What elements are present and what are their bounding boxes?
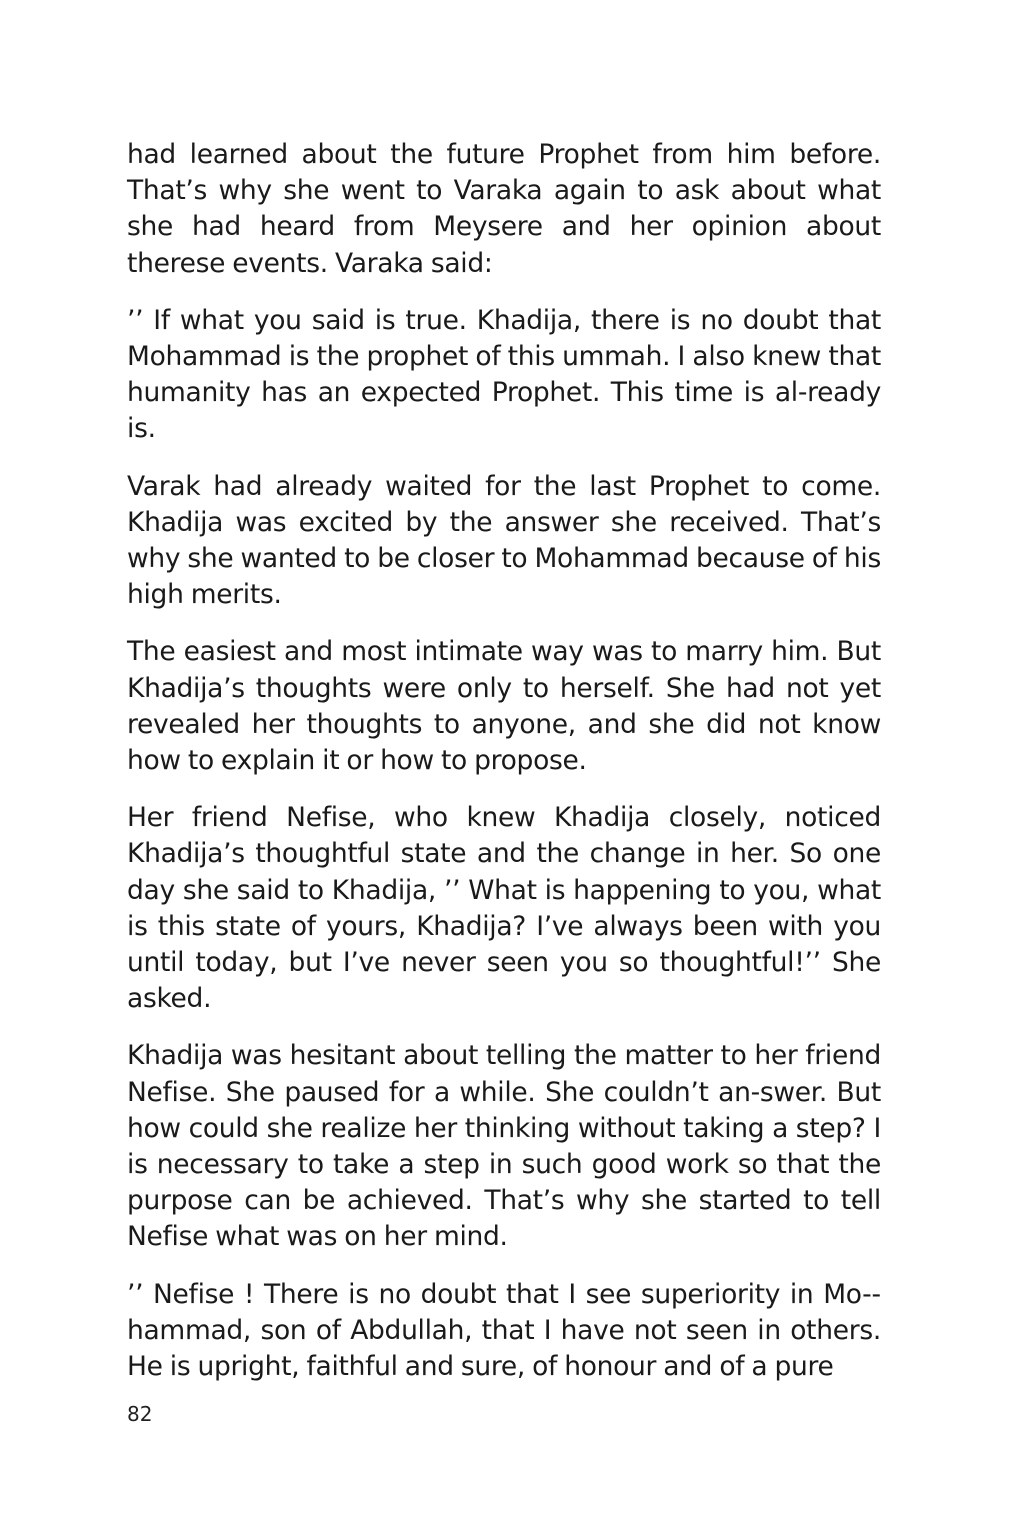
- paragraph-2: ’’ If what you said is true. Khadija, there is no doubt that Mohammad is the prophet of this ummah. I also knew that humanity has an expected Prophet. This time is al-ready is.: [127, 304, 881, 445]
- paragraph-7: ’’ Nefise ! There is no doubt that I see superiority in Mo-hammad, son of Abdullah, that I have not seen in others. He is upright, faithful and sure, of honour and of a pure: [127, 1278, 881, 1383]
- paragraph-4: The easiest and most intimate way was to marry him. But Khadija’s thoughts were only to herself. She had not yet revealed her thoughts to anyone, and she did not know how to explain it or how to propose.: [127, 636, 881, 777]
- body-text: [127, 137, 881, 1406]
- paragraph-6: Khadija was hesitant about telling the matter to her friend Nefise. She paused for a while. She couldn’t an-swer. But how could she realize her thinking without taking a step? I is necessary to take a step in such good work so that the purpose can be achieved. That’s why she started to tell Nefise what was on her mind.: [127, 1040, 881, 1253]
- paragraph-1: had learned about the future Prophet from him before. That’s why she went to Varaka again to ask about what she had heard from Meysere and her opinion about therese events. Varaka said:: [127, 139, 881, 279]
- page-number: 82: [127, 1402, 153, 1426]
- paragraph-5: Her friend Nefise, who knew Khadija closely, noticed Khadija’s thoughtful state and the change in her. So one day she said to Khadija, ’’ What is happening to you, what is this state of yours, Khadija? I’ve always been with you until today, but I’ve never seen you so thoughtful!’’ She asked.: [127, 802, 881, 1015]
- paragraph-3: Varak had already waited for the last Prophet to come. Khadija was excited by the answer she received. That’s why she wanted to be closer to Mohammad because of his high merits.: [127, 470, 881, 611]
